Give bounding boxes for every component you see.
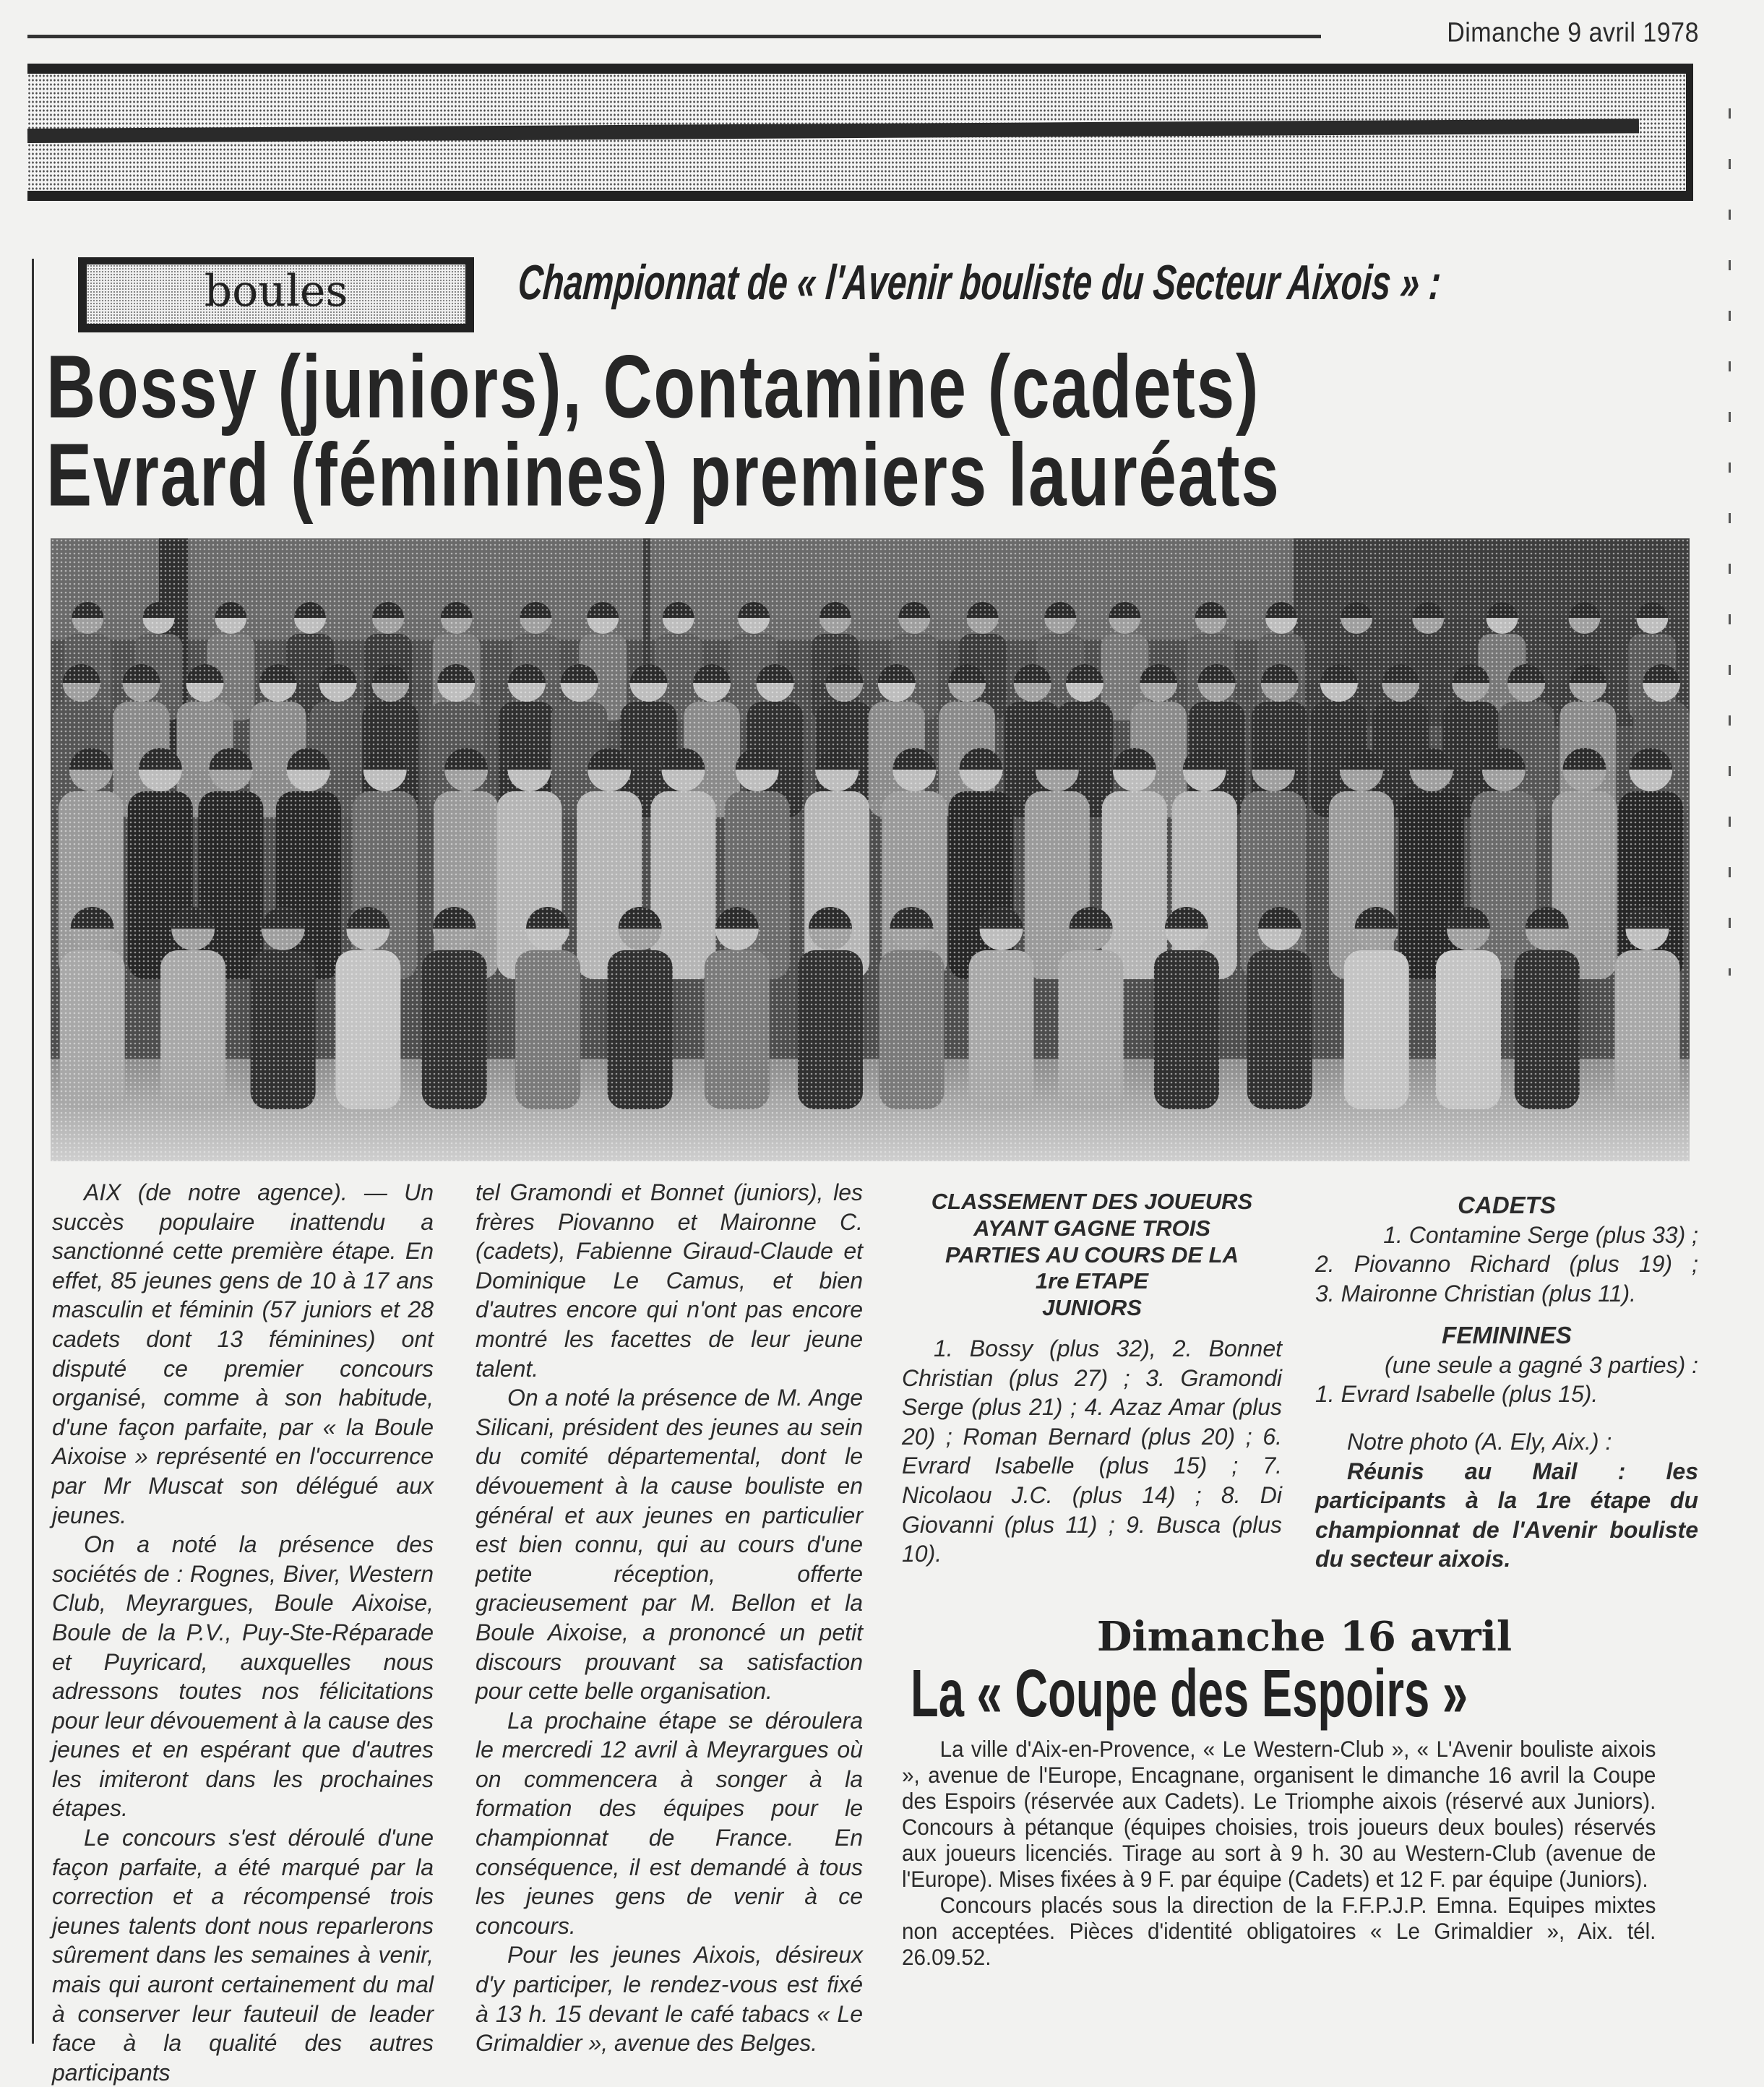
juniors-list: 1. Bossy (plus 32), 2. Bonnet Christian (plus 27) ; 3. Gramondi Serge (plus 21) ; 4. Azaz Amar (plus 20) ; Roman Bernard (plus 20) ; 6. Evrard Isabelle (plus 15) ; 7. Nicolaou J.C. (plus 14) ; 8. Di Giovanni (plus 11) ; 9. Busca (plus 10). xyxy=(902,1335,1282,1567)
cadets-entry: 3. Maironne Christian (plus 11). xyxy=(1315,1280,1637,1307)
column-rule-left xyxy=(32,259,34,2044)
classement-heading-line: PARTIES AU COURS DE LA xyxy=(945,1242,1239,1268)
paragraph: Le concours s'est déroulé d'une façon parfaite, a été marqué par la correction et a récompensé trois jeunes talents dont nous reparlerons sûrement dans les semaines à venir, mais qui auront certainement du mal à conserver leur fauteuil de leader face à la qualité des autres participants xyxy=(52,1825,434,2086)
paragraph: On a noté la présence des sociétés de : Rognes, Biver, Western Club, Meyrargues, Boule Aixoise, Boule de la P.V., Puy-Ste-Réparade et Puyricard, auxquelles nous adressons toutes nos félicitations pour leur dévouement à la cause des jeunes et en espérant que d'autres les imiteront dans les prochaines étapes. xyxy=(52,1531,434,1822)
headline-line-2: Evrard (féminines) premiers lauréats xyxy=(46,425,1281,525)
classement-heading-line: CLASSEMENT DES JOUEURS xyxy=(931,1189,1253,1214)
feminines-entry: 1. Evrard Isabelle (plus 15). xyxy=(1315,1381,1599,1408)
paragraph: tel Gramondi et Bonnet (juniors), les frères Piovanno et Maironne C. (cadets), Fabienne Giraud-Claude et Dominique Le Camus, et bien d'autres encore qui n'ont pas encore montré les facettes de leur jeune talent. xyxy=(476,1179,863,1382)
coupe-body xyxy=(902,1736,1656,1970)
juniors-results xyxy=(902,1334,1282,1569)
classement-heading-line: AYANT GAGNE TROIS xyxy=(973,1215,1210,1241)
classement-heading xyxy=(902,1189,1282,1322)
paragraph: Pour les jeunes Aixois, désireux d'y participer, le rendez-vous est fixé à 13 h. 15 devant le café tabacs « Le Grimaldier », avenue des Belges. xyxy=(476,1942,863,2057)
dateline: Dimanche 9 avril 1978 xyxy=(1447,17,1699,48)
article-column-1 xyxy=(52,1178,434,2087)
paragraph: Concours placés sous la direction de la F.F.P.J.P. Emna. Equipes mixtes non acceptées. Pièces d'identité obligatoires « Le Grimaldier », Aix. tél. 26.09.52. xyxy=(902,1892,1656,1970)
section-kicker xyxy=(78,257,474,332)
paragraph: La ville d'Aix-en-Provence, « Le Western-Club », « L'Avenir bouliste aixois », avenue de l'Europe, Encagnane, organisent le dimanche 16 avril la Coupe des Espoirs (réservée aux Cadets). Le Triomphe aixois (réservé aux Juniors). Concours à pétanque (équipes choisies, trois joueurs deux boules) réservés aux joueurs licenciés. Tirage au sort à 9 h. 30 au Western-Club (avenue de l'Europe). Mises fixées à 9 F. par équipe (Cadets) et 12 F. par équipe (Juniors). xyxy=(902,1736,1656,1892)
cadets-entry: 1. Contamine Serge (plus 33) ; xyxy=(1383,1221,1698,1248)
kicker-title: Championnat de « l'Avenir bouliste du Secteur Aixois » : xyxy=(516,255,1443,310)
feminines-note: (une seule a gagné 3 parties) : xyxy=(1384,1351,1698,1378)
header-rule xyxy=(27,35,1321,38)
kicker-label: boules xyxy=(204,266,348,317)
group-photo-image xyxy=(51,538,1690,1161)
group-photo xyxy=(51,538,1690,1161)
paragraph: AIX (de notre agence). — Un succès populaire inattendu a sanctionné cette première étape. En effet, 85 jeunes gens de 10 à 17 ans masculin et féminin (57 juniors et 28 cadets dont 13 féminines) ont disputé ce premier concours organisé, comme à son habitude, d'une façon parfaite, par « la Boule Aixoise » représenté en l'occurrence par Mr Muscat son délégué aux jeunes. xyxy=(52,1179,434,1528)
cadets-entry: 2. Piovanno Richard (plus 19) ; xyxy=(1315,1251,1698,1278)
classement-heading-line: JUNIORS xyxy=(1042,1295,1142,1321)
article-column-2 xyxy=(476,1178,863,2058)
paragraph: La prochaine étape se déroulera le mercredi 12 avril à Meyrargues où on commencera à songer à la formation des équipes pour le championnat de France. En conséquence, il est demandé à tous les jeunes gens de venir à ce concours. xyxy=(476,1707,863,1939)
headline-line-1: Bossy (juniors), Contamine (cadets) xyxy=(46,337,1260,437)
photo-caption xyxy=(1315,1427,1698,1574)
cadets-section xyxy=(1315,1191,1698,1308)
photo-caption-text: Réunis au Mail : les participants à la 1re étape du championnat de l'Avenir bouliste du secteur aixois. xyxy=(1315,1458,1698,1572)
photo-credit: Notre photo (A. Ely, Aix.) : xyxy=(1347,1429,1612,1455)
feminines-heading: FEMININES xyxy=(1442,1322,1572,1348)
classement-heading-line: 1re ETAPE xyxy=(1035,1268,1149,1294)
feminines-section xyxy=(1315,1321,1698,1409)
margin-dash-rule xyxy=(1729,108,1731,976)
coupe-title: La « Coupe des Espoirs » xyxy=(911,1656,1468,1731)
cadets-heading: CADETS xyxy=(1458,1192,1556,1218)
paragraph: On a noté la présence de M. Ange Silicani, président des jeunes au sein du comité départemental, dont le dévouement à la cause bouliste en général et aux jeunes en particulier est bien connu, qui au cours d'une petite réception, offerte gracieusement par M. Bellon et la Boule Aixoise, a prononcé un petit discours prouvant sa satisfaction pour cette belle organisation. xyxy=(476,1385,863,1705)
coupe-date: Dimanche 16 avril xyxy=(1096,1613,1513,1661)
